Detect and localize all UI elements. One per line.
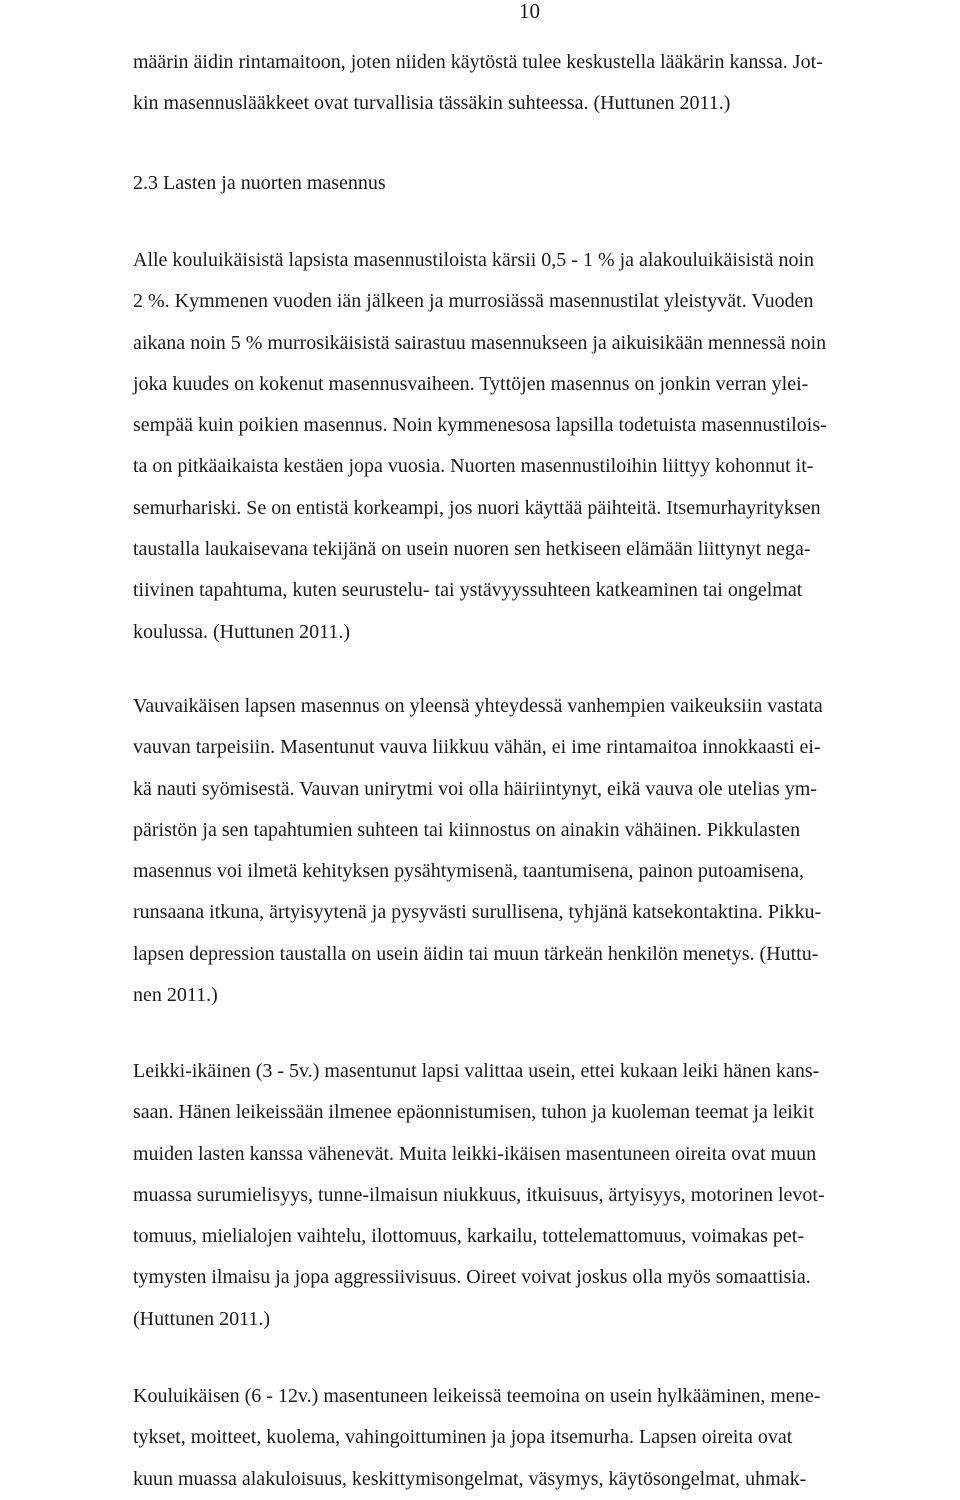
text-line: aikana noin 5 % murrosikäisistä sairastuu masennukseen ja aikuisikään mennessä noin <box>133 331 827 354</box>
page-number: 10 <box>519 0 540 23</box>
text-line: Kouluikäisen (6 - 12v.) masentuneen leikeissä teemoina on usein hylkääminen, mene- <box>133 1385 821 1407</box>
text-line: kin masennuslääkkeet ovat turvallisia tässäkin suhteessa. (Huttunen 2011.) <box>133 92 731 115</box>
paragraph-4 <box>133 1051 960 1340</box>
text-line: lapsen depression taustalla on usein äidin tai muun tärkeän henkilön menetys. (Huttu- <box>133 942 819 965</box>
text-line: (Huttunen 2011.) <box>133 1307 271 1330</box>
text-line: tymysten ilmaisu ja jopa aggressiivisuus. Oireet voivat joskus olla myös somaattisia. <box>133 1266 811 1289</box>
text-line: 2 %. Kymmenen vuoden iän jälkeen ja murrosiässä masennustilat yleistyvät. Vuoden <box>133 290 814 313</box>
text-line: tomuus, mielialojen vaihtelu, ilottomuus, karkailu, tottelemattomuus, voimakas pet- <box>133 1225 804 1248</box>
text-line: nen 2011.) <box>133 984 218 1007</box>
text-line: taustalla laukaisevana tekijänä on usein nuoren sen hetkiseen elämään liittynyt nega- <box>133 538 811 561</box>
text-line: päristön ja sen tapahtumien suhteen tai kiinnostus on ainakin vähäinen. Pikkulasten <box>133 818 801 841</box>
text-line: kä nauti syömisestä. Vauvan unirytmi voi olla häiriintynyt, eikä vauva ole utelias ym- <box>133 777 817 800</box>
text-line: tykset, moitteet, kuolema, vahingoittuminen ja jopa itsemurha. Lapsen oireita ovat <box>133 1426 793 1449</box>
text-line: Leikki-ikäinen (3 - 5v.) masentunut lapsi valittaa usein, ettei kukaan leiki hänen kans- <box>133 1060 820 1082</box>
paragraph-3 <box>133 686 960 1016</box>
text-line: Alle kouluikäisistä lapsista masennustiloista kärsii 0,5 - 1 % ja alakouluikäisistä noin <box>133 249 815 271</box>
text-line: sempää kuin poikien masennus. Noin kymmenesosa lapsilla todetuista masennustilois- <box>133 414 827 437</box>
section-heading: 2.3 Lasten ja nuorten masennus <box>133 172 386 194</box>
paragraph-1 <box>133 42 960 125</box>
text-line: joka kuudes on kokenut masennusvaiheen. Tyttöjen masennus on jonkin verran ylei- <box>133 372 809 395</box>
text-line: määrin äidin rintamaitoon, joten niiden käytöstä tulee keskustella lääkärin kanssa. Jot- <box>133 51 823 73</box>
text-line: kuun muassa alakuloisuus, keskittymisongelmat, väsymys, käytösongelmat, uhmak- <box>133 1467 807 1490</box>
text-line: ta on pitkäaikaista kestäen jopa vuosia. Nuorten masennustiloihin liittyy kohonnut it- <box>133 455 814 478</box>
text-line: semurhariski. Se on entistä korkeampi, jos nuori käyttää päihteitä. Itsemurhayrityksen <box>133 496 821 519</box>
text-line: muassa surumielisyys, tunne-ilmaisun niukkuus, itkuisuus, ärtyisyys, motorinen levot- <box>133 1183 825 1206</box>
paragraph-5 <box>133 1376 960 1500</box>
text-line: muiden lasten kanssa vähenevät. Muita leikki-ikäisen masentuneen oireita ovat muun <box>133 1142 817 1165</box>
text-line: saan. Hänen leikeissään ilmenee epäonnistumisen, tuhon ja kuoleman teemat ja leikit <box>133 1101 814 1124</box>
text-line: masennus voi ilmetä kehityksen pysähtymisenä, taantumisena, painon putoamisena, <box>133 860 804 883</box>
text-line: koulussa. (Huttunen 2011.) <box>133 620 351 643</box>
paragraph-2 <box>133 240 960 653</box>
text-line: runsaana itkuna, ärtyisyytenä ja pysyvästi surullisena, tyhjänä katsekontaktina. Pikku- <box>133 901 822 924</box>
text-line: Vauvaikäisen lapsen masennus on yleensä yhteydessä vanhempien vaikeuksiin vastata <box>133 695 823 717</box>
text-line: vauvan tarpeisiin. Masentunut vauva liikkuu vähän, ei ime rintamaitoa innokkaasti ei- <box>133 736 821 759</box>
text-line: tiivinen tapahtuma, kuten seurustelu- tai ystävyyssuhteen katkeaminen tai ongelmat <box>133 579 803 602</box>
